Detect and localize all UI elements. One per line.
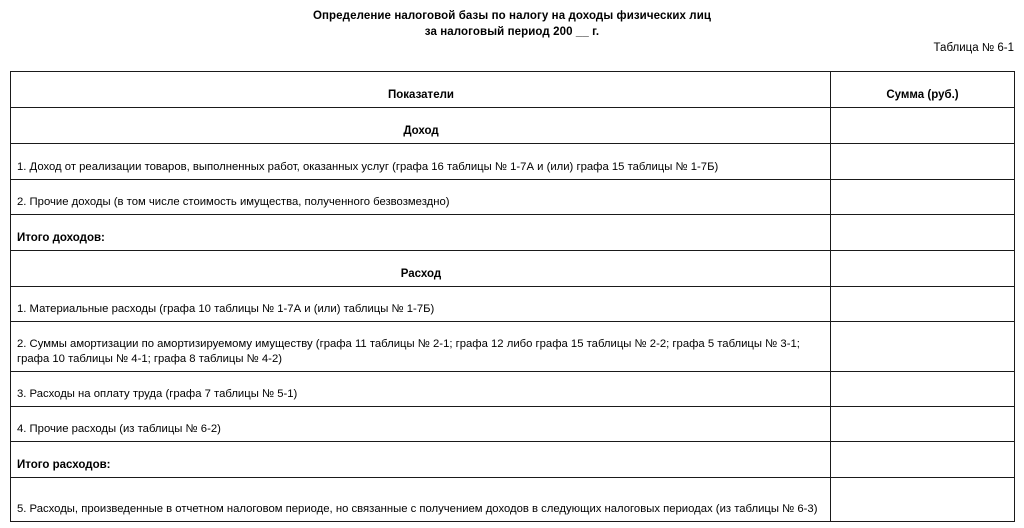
header-cell-sum: [831, 72, 1015, 108]
row-indicator-cell: [11, 287, 831, 322]
table-row: [11, 144, 1015, 180]
row-indicator-label: Итого расходов:: [17, 459, 111, 471]
row-indicator-cell: [11, 442, 831, 478]
row-sum-cell[interactable]: [831, 251, 1015, 287]
row-sum-cell[interactable]: [831, 144, 1015, 180]
row-indicator-label: 1. Доход от реализации товаров, выполненных работ, оказанных услуг (графа 16 таблицы № 1-7А и (или) графа 15 таблицы № 1-7Б): [17, 161, 719, 173]
table-row: [11, 372, 1015, 407]
table-row: [11, 478, 1015, 522]
row-indicator-label: 2. Прочие доходы (в том числе стоимость имущества, полученного безвозмездно): [17, 196, 450, 208]
row-sum-value: [831, 246, 1014, 250]
row-sum-value: [831, 437, 1014, 441]
row-indicator-label: 3. Расходы на оплату труда (графа 7 таблицы № 5-1): [17, 388, 298, 400]
header-label-sum: Сумма (руб.): [886, 89, 959, 101]
row-sum-value: [831, 175, 1014, 179]
row-indicator-cell: [11, 478, 831, 522]
row-sum-value: [831, 210, 1014, 214]
table-row: [11, 180, 1015, 215]
document-title: [0, 8, 1024, 40]
row-indicator-cell: [11, 407, 831, 442]
table-row: [11, 215, 1015, 251]
row-sum-value: [831, 367, 1014, 371]
row-sum-value: [831, 139, 1014, 143]
table-row: [11, 108, 1015, 144]
row-indicator-label: 5. Расходы, произведенные в отчетном налоговом периоде, но связанные с получением доходов в следующих налоговых периодах (из таблицы № 6-3): [17, 503, 818, 515]
table-row: [11, 287, 1015, 322]
row-sum-value: [831, 402, 1014, 406]
row-indicator-label: 1. Материальные расходы (графа 10 таблицы № 1-7А и (или) таблицы № 1-7Б): [17, 303, 435, 315]
row-indicator-cell: [11, 251, 831, 287]
row-indicator-cell: [11, 215, 831, 251]
row-sum-value: [831, 473, 1014, 477]
row-indicator-cell: [11, 180, 831, 215]
row-sum-value: [831, 282, 1014, 286]
row-indicator-cell: [11, 144, 831, 180]
row-indicator-label: Расход: [400, 268, 442, 280]
row-sum-value: [831, 517, 1014, 521]
row-sum-cell[interactable]: [831, 108, 1015, 144]
row-indicator-cell: [11, 108, 831, 144]
row-indicator-label: Итого доходов:: [17, 232, 105, 244]
row-sum-cell[interactable]: [831, 407, 1015, 442]
row-sum-cell[interactable]: [831, 478, 1015, 522]
row-indicator-cell: [11, 372, 831, 407]
row-indicator-label: 2. Суммы амортизации по амортизируемому имуществу (графа 11 таблицы № 2-1; графа 12 либо графа 15 таблицы № 2-2; графа 5 таблицы № 3-1; графа 10 таблицы № 4-1; графа 8 таблицы № 4-2): [17, 338, 800, 365]
row-sum-value: [831, 317, 1014, 321]
row-sum-cell[interactable]: [831, 322, 1015, 372]
table-row: [11, 251, 1015, 287]
document-title-line-1: Определение налоговой базы по налогу на доходы физических лиц: [312, 10, 712, 22]
table-row: [11, 442, 1015, 478]
row-sum-cell[interactable]: [831, 215, 1015, 251]
row-sum-cell[interactable]: [831, 287, 1015, 322]
table-header-row: [11, 72, 1015, 108]
header-cell-indicators: [11, 72, 831, 108]
row-sum-cell[interactable]: [831, 180, 1015, 215]
table-row: [11, 407, 1015, 442]
tax-base-table: [10, 71, 1015, 522]
row-sum-cell[interactable]: [831, 372, 1015, 407]
document-title-line-2: за налоговый период 200 __ г.: [424, 26, 600, 38]
row-indicator-label: Доход: [403, 125, 439, 137]
row-sum-cell[interactable]: [831, 442, 1015, 478]
table-row: [11, 322, 1015, 372]
header-label-indicators: Показатели: [388, 89, 454, 101]
row-indicator-cell: [11, 322, 831, 372]
row-indicator-label: 4. Прочие расходы (из таблицы № 6-2): [17, 423, 221, 435]
table-caption: Таблица № 6-1: [933, 42, 1014, 54]
